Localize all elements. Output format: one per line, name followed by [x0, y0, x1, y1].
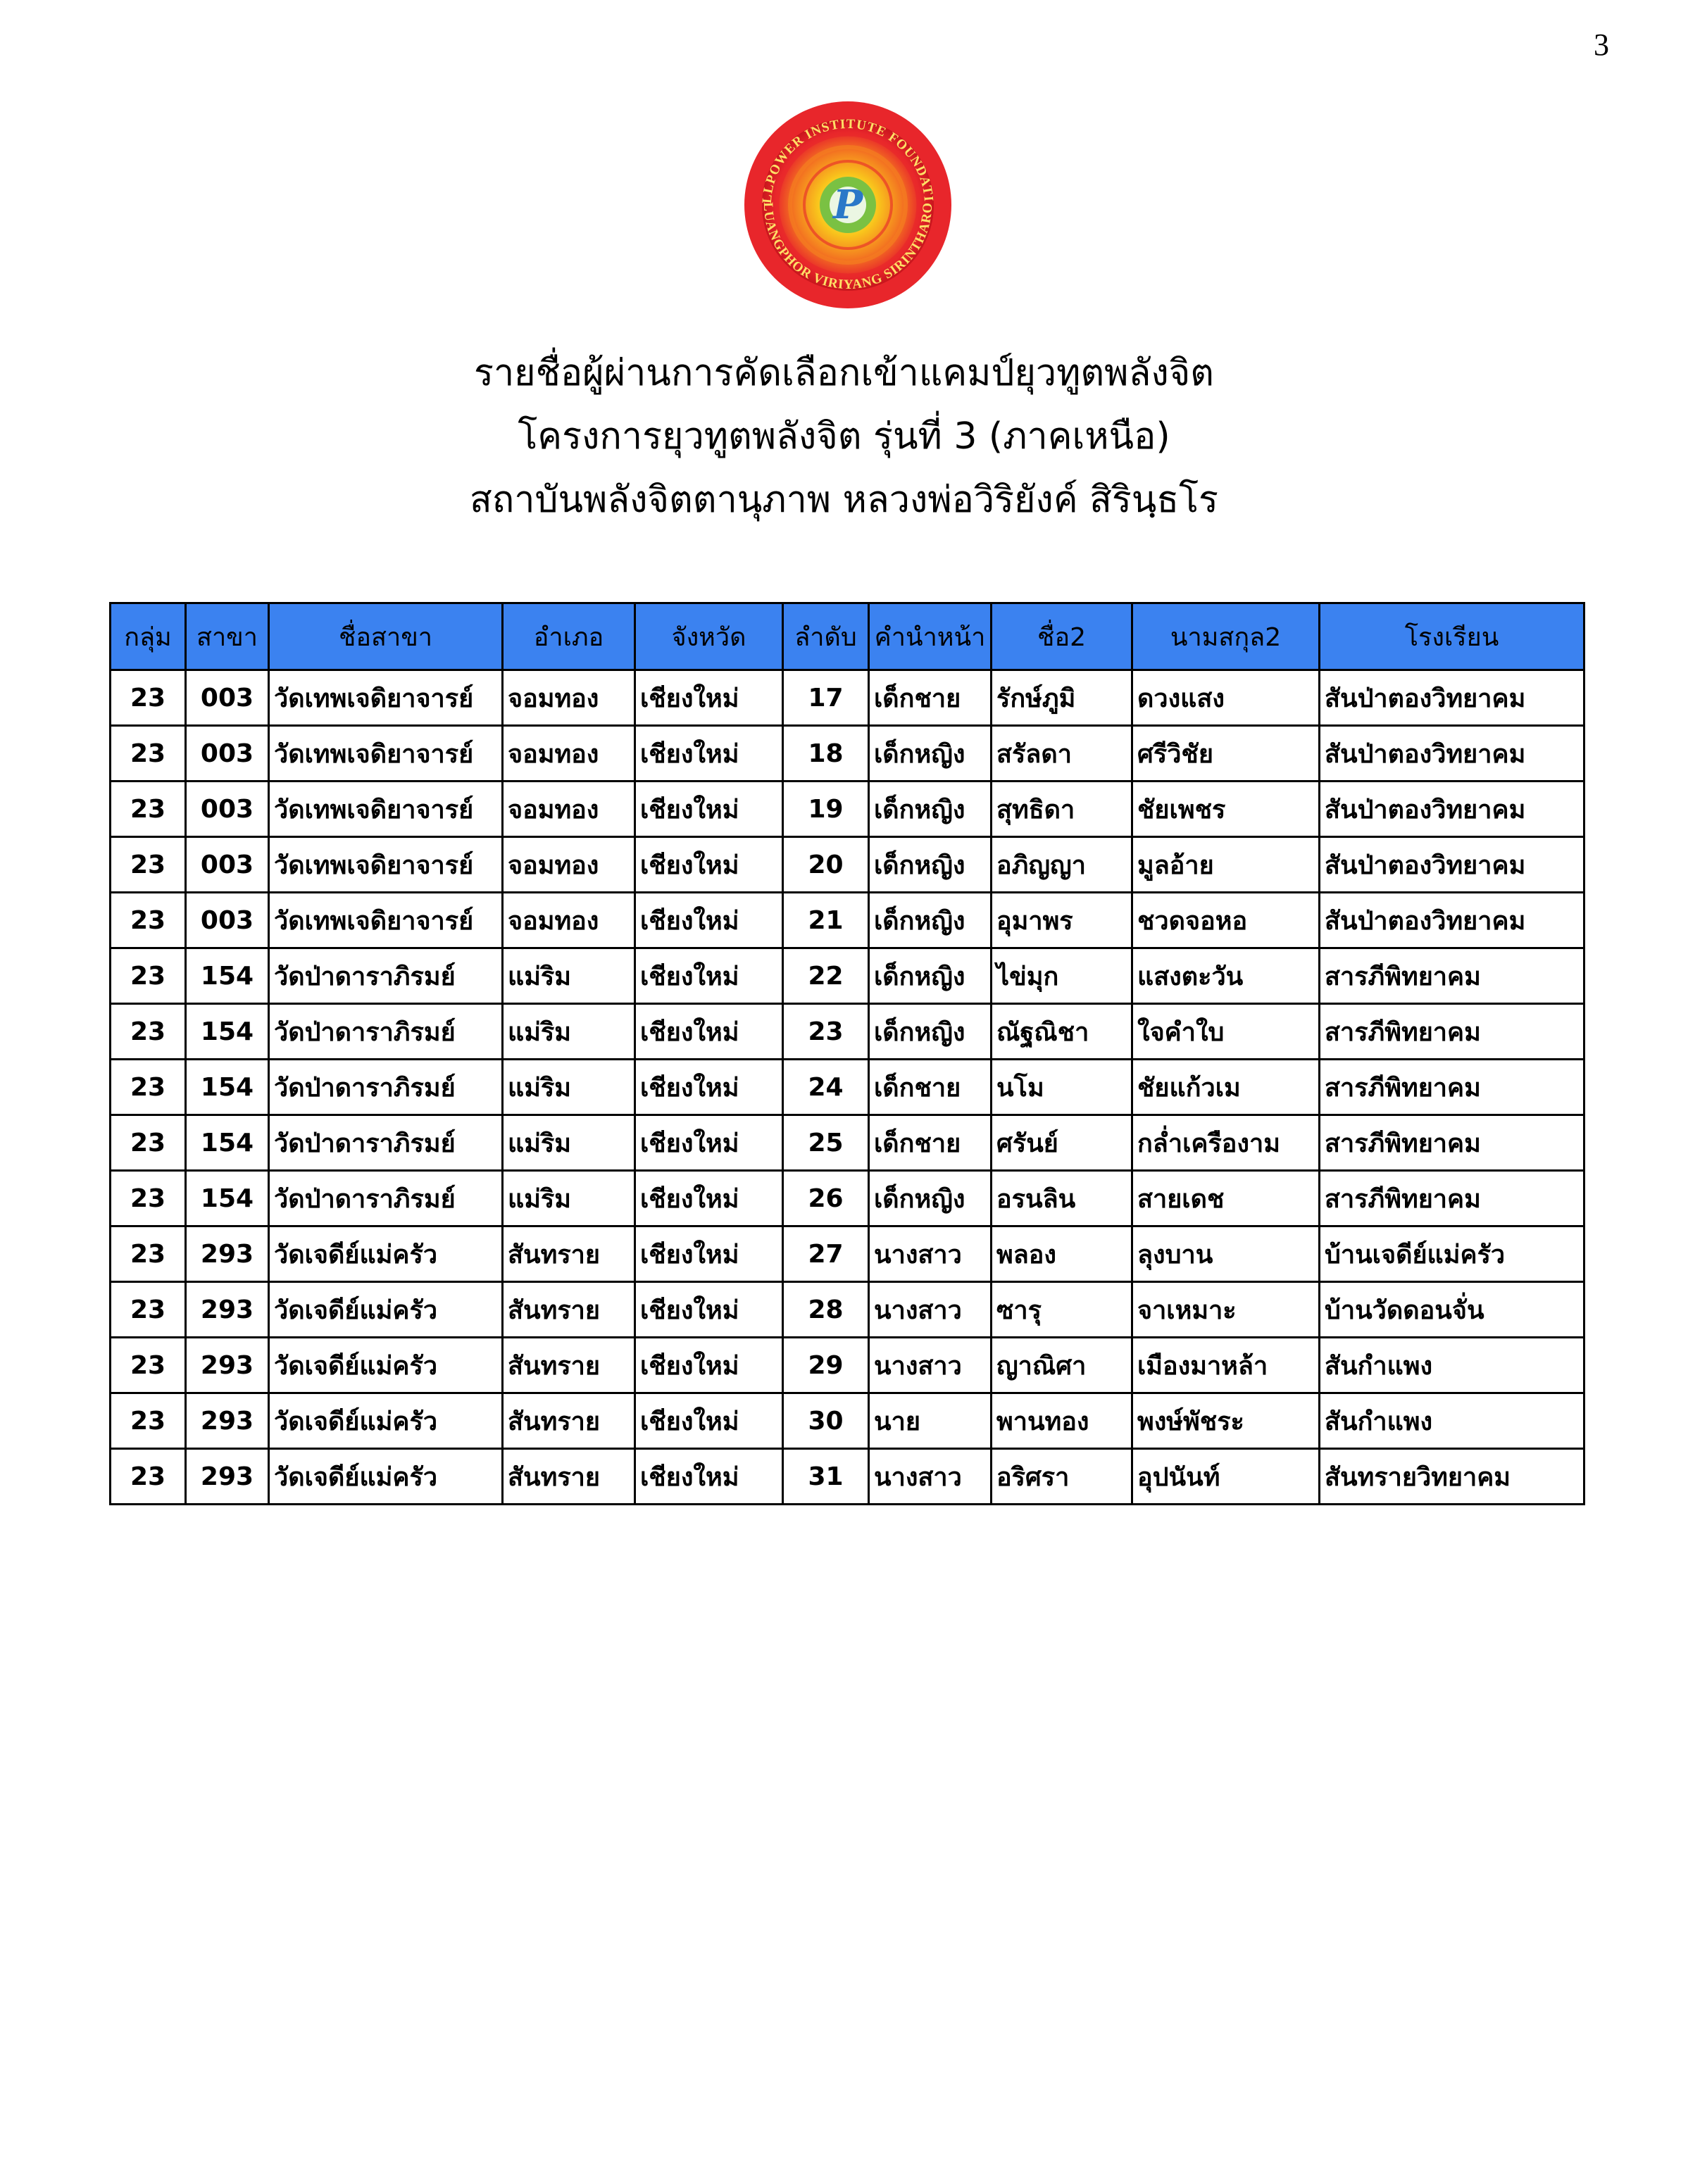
- table-body: [111, 670, 1584, 1505]
- header-branch: สาขา: [186, 603, 269, 670]
- document-titles: [0, 341, 1688, 532]
- cell-order: 21: [783, 893, 869, 948]
- table-row: [111, 1171, 1584, 1226]
- cell-province: เชียงใหม่: [635, 1282, 783, 1338]
- page-number: 3: [1594, 27, 1609, 62]
- table-row: [111, 670, 1584, 726]
- cell-order: 23: [783, 1004, 869, 1060]
- cell-first-name: ไข่มุก: [992, 948, 1132, 1004]
- cell-province: เชียงใหม่: [635, 1004, 783, 1060]
- cell-order: 28: [783, 1282, 869, 1338]
- header-prefix: คำนำหน้า: [869, 603, 992, 670]
- svg-text:P: P: [832, 182, 863, 228]
- cell-province: เชียงใหม่: [635, 1171, 783, 1226]
- cell-branch: 293: [186, 1226, 269, 1282]
- cell-school: บ้านเจดีย์แม่ครัว: [1320, 1226, 1584, 1282]
- cell-last-name: ชัยแก้วเม: [1132, 1060, 1320, 1115]
- cell-last-name: เมืองมาหล้า: [1132, 1338, 1320, 1393]
- table-row: [111, 1393, 1584, 1449]
- cell-prefix: เด็กหญิง: [869, 1004, 992, 1060]
- cell-first-name: รักษ์ภูมิ: [992, 670, 1132, 726]
- cell-district: สันทราย: [503, 1393, 635, 1449]
- cell-school: สันกำแพง: [1320, 1338, 1584, 1393]
- cell-district: จอมทอง: [503, 837, 635, 893]
- logo-emblem-icon: [743, 100, 953, 310]
- table-row: [111, 1115, 1584, 1171]
- header-order: ลำดับ: [783, 603, 869, 670]
- cell-branch: 293: [186, 1449, 269, 1505]
- cell-prefix: เด็กชาย: [869, 1060, 992, 1115]
- cell-prefix: นางสาว: [869, 1449, 992, 1505]
- cell-first-name: ณัฐณิชา: [992, 1004, 1132, 1060]
- svg-text:WILLPOWER INSTITUTE FOUNDATION: LLPOWER INSTITUTE FOUNDATI: [759, 116, 936, 204]
- table-row: [111, 1338, 1584, 1393]
- header-school: โรงเรียน: [1320, 603, 1584, 670]
- cell-branch: 293: [186, 1338, 269, 1393]
- cell-district: จอมทอง: [503, 782, 635, 837]
- cell-branch-name: วัดป่าดาราภิรมย์: [269, 948, 503, 1004]
- cell-first-name: พานทอง: [992, 1393, 1132, 1449]
- cell-last-name: มูลอ้าย: [1132, 837, 1320, 893]
- cell-branch: 293: [186, 1282, 269, 1338]
- cell-school: สันทรายวิทยาคม: [1320, 1449, 1584, 1505]
- cell-district: แม่ริม: [503, 1171, 635, 1226]
- cell-branch-name: วัดเทพเจดิยาจารย์: [269, 726, 503, 782]
- cell-province: เชียงใหม่: [635, 670, 783, 726]
- header-group: กลุ่ม: [111, 603, 186, 670]
- cell-order: 20: [783, 837, 869, 893]
- cell-prefix: นางสาว: [869, 1338, 992, 1393]
- cell-district: สันทราย: [503, 1449, 635, 1505]
- cell-order: 30: [783, 1393, 869, 1449]
- cell-group: 23: [111, 1171, 186, 1226]
- cell-last-name: ชวดจอหอ: [1132, 893, 1320, 948]
- cell-prefix: เด็กหญิง: [869, 893, 992, 948]
- cell-group: 23: [111, 948, 186, 1004]
- cell-last-name: ลุงบาน: [1132, 1226, 1320, 1282]
- cell-prefix: นางสาว: [869, 1226, 992, 1282]
- table-row: [111, 1226, 1584, 1282]
- cell-first-name: อริศรา: [992, 1449, 1132, 1505]
- table-header-row: [111, 603, 1584, 670]
- cell-last-name: สายเดช: [1132, 1171, 1320, 1226]
- table-row: [111, 1282, 1584, 1338]
- table-row: [111, 893, 1584, 948]
- cell-school: สันป่าตองวิทยาคม: [1320, 670, 1584, 726]
- cell-first-name: อรนลิน: [992, 1171, 1132, 1226]
- header-province: จังหวัด: [635, 603, 783, 670]
- cell-last-name: ศรีวิชัย: [1132, 726, 1320, 782]
- cell-first-name: อภิญญา: [992, 837, 1132, 893]
- cell-school: สารภีพิทยาคม: [1320, 1115, 1584, 1171]
- cell-group: 23: [111, 1226, 186, 1282]
- title-line-1: รายชื่อผู้ผ่านการคัดเลือกเข้าแคมป์ยุวทูตพลังจิต: [474, 352, 1214, 394]
- cell-first-name: นโม: [992, 1060, 1132, 1115]
- cell-first-name: พลอง: [992, 1226, 1132, 1282]
- cell-school: สารภีพิทยาคม: [1320, 1060, 1584, 1115]
- cell-first-name: ญาณิศา: [992, 1338, 1132, 1393]
- cell-school: สารภีพิทยาคม: [1320, 1004, 1584, 1060]
- cell-branch: 154: [186, 1060, 269, 1115]
- cell-order: 31: [783, 1449, 869, 1505]
- table-row: [111, 1060, 1584, 1115]
- header-last-name: นามสกุล2: [1132, 603, 1320, 670]
- cell-district: จอมทอง: [503, 726, 635, 782]
- cell-province: เชียงใหม่: [635, 1338, 783, 1393]
- cell-group: 23: [111, 670, 186, 726]
- cell-branch-name: วัดเทพเจดิยาจารย์: [269, 670, 503, 726]
- cell-order: 22: [783, 948, 869, 1004]
- cell-first-name: ศรันย์: [992, 1115, 1132, 1171]
- cell-branch-name: วัดเจดีย์แม่ครัว: [269, 1282, 503, 1338]
- cell-last-name: กล่ำเครืองาม: [1132, 1115, 1320, 1171]
- cell-school: สันกำแพง: [1320, 1393, 1584, 1449]
- cell-group: 23: [111, 1449, 186, 1505]
- cell-province: เชียงใหม่: [635, 1060, 783, 1115]
- cell-branch-name: วัดป่าดาราภิรมย์: [269, 1060, 503, 1115]
- cell-group: 23: [111, 1393, 186, 1449]
- cell-branch-name: วัดเจดีย์แม่ครัว: [269, 1393, 503, 1449]
- table-row: [111, 948, 1584, 1004]
- cell-school: บ้านวัดดอนจั่น: [1320, 1282, 1584, 1338]
- svg-text:LUANGPHOR VIRIYANG SIRINTHARO: LUANGPHOR VIRIYANG SIRINTHARO: [760, 201, 936, 293]
- header-district: อำเภอ: [503, 603, 635, 670]
- table-row: [111, 726, 1584, 782]
- cell-school: สันป่าตองวิทยาคม: [1320, 837, 1584, 893]
- cell-branch: 003: [186, 837, 269, 893]
- cell-order: 17: [783, 670, 869, 726]
- cell-group: 23: [111, 1338, 186, 1393]
- cell-province: เชียงใหม่: [635, 726, 783, 782]
- title-line-2: โครงการยุวทูตพลังจิต รุ่นที่ 3 (ภาคเหนือ): [518, 415, 1170, 458]
- cell-last-name: ดวงแสง: [1132, 670, 1320, 726]
- cell-group: 23: [111, 1004, 186, 1060]
- cell-branch: 003: [186, 893, 269, 948]
- cell-district: สันทราย: [503, 1338, 635, 1393]
- cell-school: สันป่าตองวิทยาคม: [1320, 782, 1584, 837]
- cell-district: แม่ริม: [503, 1060, 635, 1115]
- cell-branch: 003: [186, 726, 269, 782]
- foundation-logo: [743, 100, 953, 310]
- cell-district: แม่ริม: [503, 948, 635, 1004]
- cell-branch: 003: [186, 782, 269, 837]
- cell-last-name: พงษ์พัชระ: [1132, 1393, 1320, 1449]
- cell-prefix: เด็กหญิง: [869, 1171, 992, 1226]
- cell-first-name: สุทธิดา: [992, 782, 1132, 837]
- header-first-name: ชื่อ2: [992, 603, 1132, 670]
- cell-last-name: แสงตะวัน: [1132, 948, 1320, 1004]
- cell-prefix: นาย: [869, 1393, 992, 1449]
- cell-branch-name: วัดเทพเจดิยาจารย์: [269, 782, 503, 837]
- cell-branch-name: วัดป่าดาราภิรมย์: [269, 1171, 503, 1226]
- cell-group: 23: [111, 782, 186, 837]
- cell-order: 19: [783, 782, 869, 837]
- cell-branch-name: วัดเทพเจดิยาจารย์: [269, 893, 503, 948]
- cell-prefix: เด็กชาย: [869, 670, 992, 726]
- cell-prefix: เด็กหญิง: [869, 726, 992, 782]
- cell-group: 23: [111, 726, 186, 782]
- cell-branch: 154: [186, 948, 269, 1004]
- cell-school: สันป่าตองวิทยาคม: [1320, 726, 1584, 782]
- cell-branch: 003: [186, 670, 269, 726]
- title-line-3: สถาบันพลังจิตตานุภาพ หลวงพ่อวิริยังค์ สิรินฺธโร: [470, 479, 1218, 521]
- cell-order: 29: [783, 1338, 869, 1393]
- cell-prefix: เด็กหญิง: [869, 782, 992, 837]
- cell-prefix: เด็กชาย: [869, 1115, 992, 1171]
- cell-branch-name: วัดป่าดาราภิรมย์: [269, 1004, 503, 1060]
- cell-district: จอมทอง: [503, 670, 635, 726]
- cell-prefix: นางสาว: [869, 1282, 992, 1338]
- cell-school: สารภีพิทยาคม: [1320, 1171, 1584, 1226]
- cell-province: เชียงใหม่: [635, 782, 783, 837]
- cell-prefix: เด็กหญิง: [869, 948, 992, 1004]
- cell-prefix: เด็กหญิง: [869, 837, 992, 893]
- cell-branch-name: วัดเจดีย์แม่ครัว: [269, 1226, 503, 1282]
- cell-province: เชียงใหม่: [635, 1449, 783, 1505]
- table-row: [111, 782, 1584, 837]
- cell-branch: 154: [186, 1115, 269, 1171]
- cell-group: 23: [111, 1060, 186, 1115]
- cell-order: 24: [783, 1060, 869, 1115]
- cell-last-name: ใจคำใบ: [1132, 1004, 1320, 1060]
- cell-province: เชียงใหม่: [635, 1226, 783, 1282]
- cell-province: เชียงใหม่: [635, 948, 783, 1004]
- cell-group: 23: [111, 1282, 186, 1338]
- cell-district: จอมทอง: [503, 893, 635, 948]
- cell-district: แม่ริม: [503, 1115, 635, 1171]
- cell-group: 23: [111, 837, 186, 893]
- cell-school: สารภีพิทยาคม: [1320, 948, 1584, 1004]
- cell-first-name: อุมาพร: [992, 893, 1132, 948]
- participant-table: [109, 602, 1585, 1505]
- cell-branch-name: วัดเจดีย์แม่ครัว: [269, 1449, 503, 1505]
- cell-branch: 154: [186, 1171, 269, 1226]
- cell-province: เชียงใหม่: [635, 1393, 783, 1449]
- cell-branch: 293: [186, 1393, 269, 1449]
- cell-order: 26: [783, 1171, 869, 1226]
- cell-last-name: ชัยเพชร: [1132, 782, 1320, 837]
- cell-district: สันทราย: [503, 1226, 635, 1282]
- cell-branch: 154: [186, 1004, 269, 1060]
- table-row: [111, 837, 1584, 893]
- cell-order: 25: [783, 1115, 869, 1171]
- table-row: [111, 1004, 1584, 1060]
- cell-first-name: สรัลดา: [992, 726, 1132, 782]
- cell-province: เชียงใหม่: [635, 1115, 783, 1171]
- cell-branch-name: วัดป่าดาราภิรมย์: [269, 1115, 503, 1171]
- cell-branch-name: วัดเจดีย์แม่ครัว: [269, 1338, 503, 1393]
- cell-first-name: ซารุ: [992, 1282, 1132, 1338]
- cell-group: 23: [111, 893, 186, 948]
- cell-branch-name: วัดเทพเจดิยาจารย์: [269, 837, 503, 893]
- cell-province: เชียงใหม่: [635, 837, 783, 893]
- cell-last-name: จาเหมาะ: [1132, 1282, 1320, 1338]
- table-row: [111, 1449, 1584, 1505]
- cell-district: แม่ริม: [503, 1004, 635, 1060]
- cell-order: 18: [783, 726, 869, 782]
- header-branch-name: ชื่อสาขา: [269, 603, 503, 670]
- cell-school: สันป่าตองวิทยาคม: [1320, 893, 1584, 948]
- cell-district: สันทราย: [503, 1282, 635, 1338]
- cell-province: เชียงใหม่: [635, 893, 783, 948]
- cell-order: 27: [783, 1226, 869, 1282]
- cell-last-name: อุปนันท์: [1132, 1449, 1320, 1505]
- cell-group: 23: [111, 1115, 186, 1171]
